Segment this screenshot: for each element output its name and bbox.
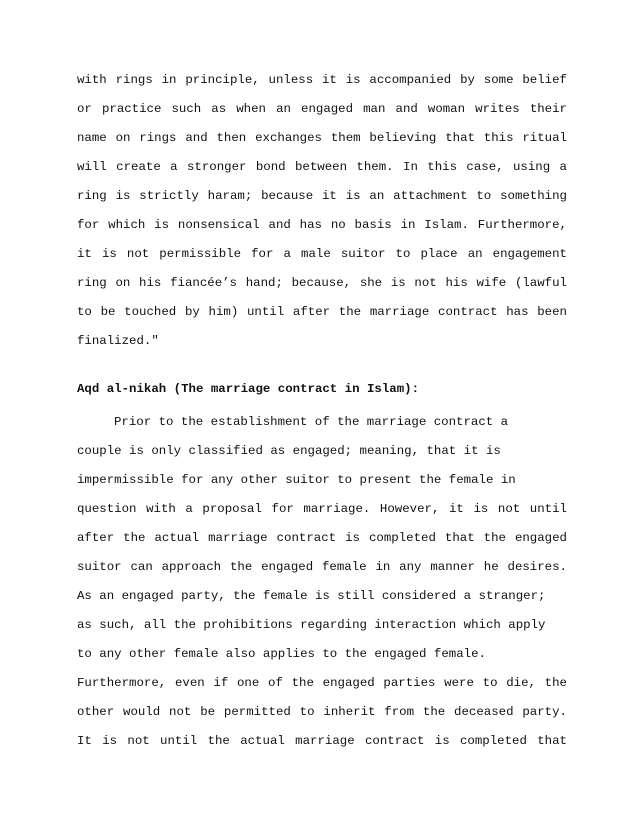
text-line: will create a stronger bond between them. In this case, using a	[77, 160, 567, 174]
text-line: with rings in principle, unless it is accompanied by some belief	[77, 73, 567, 87]
text-line: ring is strictly haram; because it is an attachment to something	[77, 189, 567, 203]
text-line: It is not until the actual marriage contract is completed that	[77, 734, 567, 748]
text-line: to any other female also applies to the engaged female.	[77, 647, 486, 661]
text-line: Furthermore, even if one of the engaged parties were to die, the	[77, 676, 567, 690]
text-line: Prior to the establishment of the marriage contract a	[114, 415, 509, 429]
text-line: to be touched by him) until after the marriage contract has been	[77, 305, 567, 319]
text-line: impermissible for any other suitor to present the female in	[77, 473, 516, 487]
paragraph-marriage-contract	[77, 408, 567, 756]
paragraph-rings	[77, 66, 567, 356]
document-page	[77, 66, 567, 756]
paragraph-gap	[77, 356, 567, 370]
text-line: name on rings and then exchanges them believing that this ritual	[77, 131, 567, 145]
section-heading: Aqd al-nikah (The marriage contract in Islam):	[77, 382, 420, 396]
text-line: couple is only classified as engaged; meaning, that it is	[77, 444, 501, 458]
text-line: as such, all the prohibitions regarding interaction which apply	[77, 618, 546, 632]
text-line: or practice such as when an engaged man and woman writes their	[77, 102, 567, 116]
text-line: suitor can approach the engaged female in any manner he desires.	[77, 560, 567, 574]
text-line: question with a proposal for marriage. However, it is not until	[77, 502, 567, 516]
text-line: other would not be permitted to inherit from the deceased party.	[77, 705, 567, 719]
text-line: it is not permissible for a male suitor to place an engagement	[77, 247, 567, 261]
text-line: for which is nonsensical and has no basis in Islam. Furthermore,	[77, 218, 567, 232]
text-line: finalized."	[77, 334, 159, 348]
text-line: As an engaged party, the female is still considered a stranger;	[77, 589, 546, 603]
text-line: after the actual marriage contract is completed that the engaged	[77, 531, 567, 545]
text-line: ring on his fiancée’s hand; because, she is not his wife (lawful	[77, 276, 567, 290]
